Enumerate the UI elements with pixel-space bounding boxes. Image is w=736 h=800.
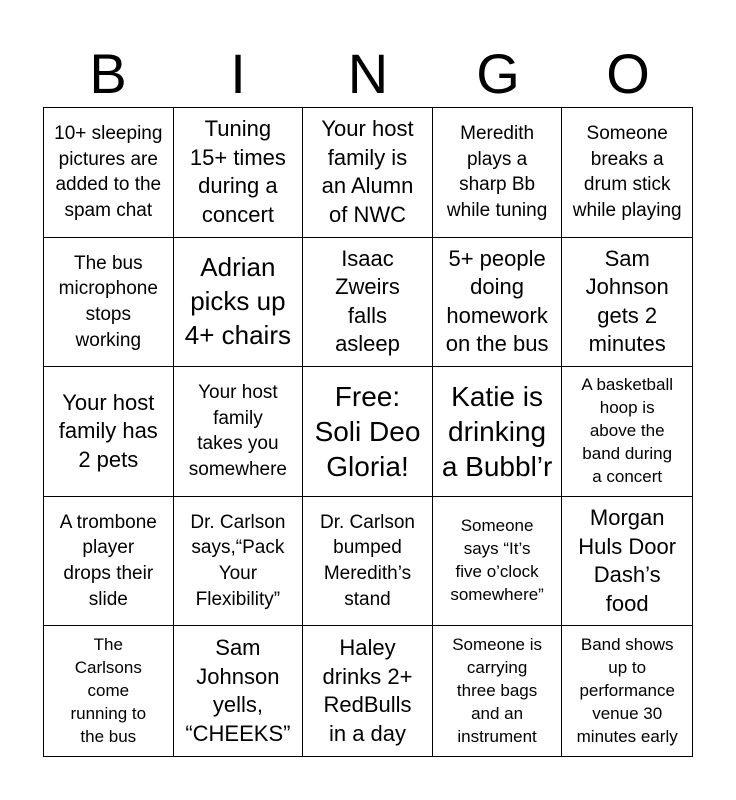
header-letter-o: O [606, 42, 650, 105]
bingo-cell[interactable]: Your host family is an Alumn of NWC [303, 108, 433, 238]
bingo-cell[interactable]: Adrian picks up 4+ chairs [174, 238, 304, 368]
bingo-cell[interactable]: Someone is carrying three bags and an instrument [433, 626, 563, 756]
header-letter-g: G [476, 42, 520, 105]
bingo-cell[interactable]: Your host family has 2 pets [44, 367, 174, 497]
bingo-cell[interactable]: Tuning 15+ times during a concert [174, 108, 304, 238]
header-letter-n: N [347, 42, 389, 105]
bingo-cell[interactable]: Dr. Carlson bumped Meredith’s stand [303, 497, 433, 627]
bingo-card-grid [43, 107, 693, 757]
bingo-cell[interactable]: Band shows up to performance venue 30 minutes early [576, 634, 678, 746]
bingo-cell[interactable]: Someone says “It’s five o’clock somewhere” [433, 497, 563, 627]
bingo-cell[interactable]: Morgan Huls Door Dash’s food [562, 497, 692, 627]
bingo-cell[interactable]: 5+ people doing homework on the bus [433, 238, 563, 368]
bingo-cell[interactable]: Haley drinks 2+ RedBulls in a day [303, 626, 433, 756]
bingo-cell[interactable]: Someone breaks a drum stick while playing [562, 108, 692, 238]
bingo-cell[interactable]: Sam Johnson yells, “CHEEKS” [174, 626, 304, 756]
bingo-cell[interactable]: The bus microphone stops working [44, 238, 174, 368]
header-letter-b: B [89, 42, 127, 105]
bingo-cell[interactable]: Your host family takes you somewhere [174, 367, 304, 497]
free-space-cell[interactable]: Free: Soli Deo Gloria! [303, 367, 433, 497]
header-letter-i: I [230, 42, 246, 105]
bingo-cell[interactable]: Meredith plays a sharp Bb while tuning [433, 108, 563, 238]
bingo-cell[interactable]: A trombone player drops their slide [44, 497, 174, 627]
bingo-cell[interactable]: Dr. Carlson says,“Pack Your Flexibility” [174, 497, 304, 627]
bingo-cell[interactable]: The Carlsons come running to the bus [44, 626, 174, 756]
bingo-cell[interactable]: Sam Johnson gets 2 minutes [562, 238, 692, 368]
bingo-cell[interactable]: A basketball hoop is above the band during a concert [562, 367, 692, 497]
bingo-cell[interactable]: 10+ sleeping pictures are added to the spam chat [44, 108, 174, 238]
bingo-cell[interactable]: Isaac Zweirs falls asleep [303, 238, 433, 368]
bingo-header [43, 40, 693, 108]
bingo-cell[interactable]: Katie is drinking a Bubbl’r [433, 367, 563, 497]
